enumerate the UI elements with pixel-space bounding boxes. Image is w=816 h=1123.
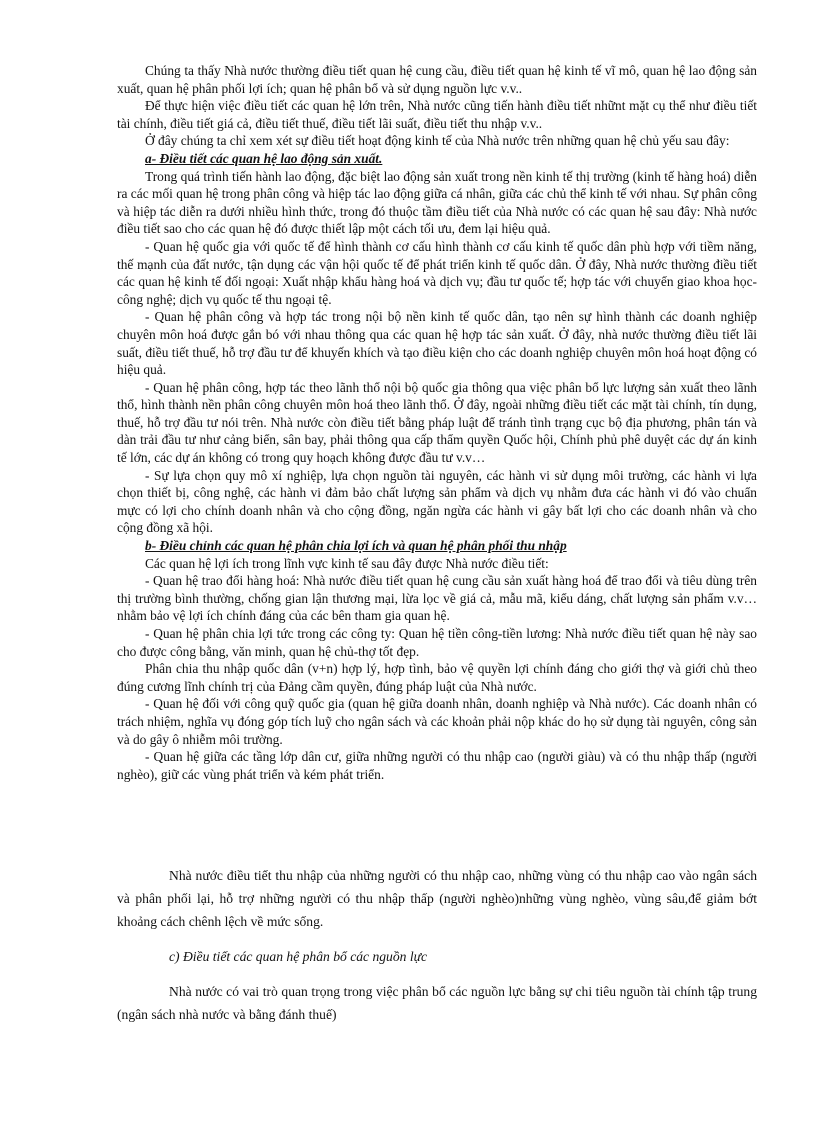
section-a-paragraph: - Quan hệ quốc gia với quốc tế để hình thành cơ cấu hình thành cơ cấu kinh tế quốc dân phù hợp với tiềm năng, thế mạnh của đất nước, tận dụng các vận hội quốc tế để phát triển kinh tế quốc dân. Ở đây, Nhà nước thường điều tiết các quan hệ kinh tế đối ngoại: Xuất nhập khẩu hàng hoá và dịch vụ; đầu tư quốc tế; hợp tác với chuyển giao khoa học-công nghệ; dịch vụ quốc tế thu ngoại tệ. <box>117 238 757 307</box>
section-b-paragraph: Các quan hệ lợi ích trong lĩnh vực kinh tế sau đây được Nhà nước điều tiết: <box>145 555 549 571</box>
section-a-paragraph: Trong quá trình tiến hành lao động, đặc biệt lao động sản xuất trong nền kinh tế thị trường (kinh tế hàng hoá) diễn ra các mối quan hệ trong phân công và hiệp tác lao động giữa cá nhân, giữa các chủ thể kinh tế với nhau. Sự phân công và hiệp tác diễn ra dưới nhiều hình thức, trong đó thuộc tầm điều tiết của Nhà nước có các quan hệ sau đây: Nhà nước điều tiết sao cho các quan hệ đó được thiết lập một cách tối ưu, đem lại hiệu quả. <box>117 168 757 237</box>
section-b-paragraph: - Quan hệ phân chia lợi tức trong các công ty: Quan hệ tiền công-tiền lương: Nhà nước điều tiết quan hệ này sao cho được công bằng, văn minh, quan hệ chủ-thợ tốt đẹp. <box>117 626 757 659</box>
section-a-heading: a- Điều tiết các quan hệ lao động sản xuất. <box>145 150 383 166</box>
intro-paragraph: Chúng ta thấy Nhà nước thường điều tiết quan hệ cung cầu, điều tiết quan hệ kinh tế vĩ mô, quan hệ lao động sản xuất, quan hệ phân phối lợi ích; quan hệ phân bổ và sử dụng nguồn lực v.v.. <box>117 63 757 96</box>
intro-paragraph: Để thực hiện việc điều tiết các quan hệ lớn trên, Nhà nước cũng tiến hành điều tiết nhữnt mặt cụ thể như điều tiết tài chính, điều tiết giá cả, điều tiết thuế, điều tiết lãi suất, điều tiết thu nhập v.v.. <box>117 98 757 131</box>
section-b-paragraph: - Quan hệ giữa các tầng lớp dân cư, giữa những người có thu nhập cao (người giàu) và có thu nhập thấp (người nghèo), giữ các vùng phát triển và kém phát triển. <box>117 749 757 782</box>
section-a-paragraph: - Sự lựa chọn quy mô xí nghiệp, lựa chọn nguồn tài nguyên, các hành vi sử dụng môi trường, các hành vi lựa chọn thiết bị, công nghệ, các hành vi đảm bảo chất lượng sản phẩm và dịch vụ nhằm đưa các hành vi đó vào chuẩn mực có lợi cho chính doanh nhân và cho cộng đồng, ngăn ngừa các hành vi gây bất lợi cho các doanh nhân và cho cộng đồng xã hội. <box>117 467 757 536</box>
section-c-paragraph: Nhà nước có vai trò quan trọng trong việc phân bổ các nguồn lực bằng sự chi tiêu nguồn tài chính tập trung (ngân sách nhà nước và bằng đánh thuế) <box>117 984 757 1022</box>
intro-paragraph: Ở đây chúng ta chỉ xem xét sự điều tiết hoạt động kinh tế của Nhà nước trên những quan hệ chủ yếu sau đây: <box>145 133 730 149</box>
section-c-heading: c) Điều tiết các quan hệ phân bổ các nguồn lực <box>169 949 428 964</box>
section-b-paragraph: - Quan hệ đối với công quỹ quốc gia (quan hệ giữa doanh nhân, doanh nghiệp và Nhà nước). Các doanh nhân có trách nhiệm, nghĩa vụ đóng góp tích luỹ cho ngân sách và các khoản phải nộp khác do họ sử dụng tài nguyên, công sản và do gây ô nhiễm môi trường. <box>117 696 757 747</box>
section-b-heading: b- Điều chỉnh các quan hệ phân chia lợi ích và quan hệ phân phối thu nhập <box>145 538 567 554</box>
section-a-paragraph: - Quan hệ phân công, hợp tác theo lãnh thổ nội bộ quốc gia thông qua việc phân bổ lực lượng sản xuất theo lãnh thổ, hình thành nền phân công chuyên môn hoá theo lãnh thổ. Ở đây, ngoài những điều tiết các mặt tài chính, tín dụng, thuế, hỗ trợ đầu tư nói trên. Nhà nước còn điều tiết bằng pháp luật để tránh tình trạng cục bộ địa phương, phân tán và dàn trải đầu tư như cảng biển, sân bay, phải thông qua cấp thẩm quyền Quốc hội, Chính phủ phê duyệt các dự án kinh tế lớn, các dự án không có trong quy hoạch không được đầu tư v.v… <box>117 379 757 466</box>
section-a-paragraph: - Quan hệ phân công và hợp tác trong nội bộ nền kinh tế quốc dân, tạo nên sự hình thành các doanh nghiệp chuyên môn hoá được gắn bó với nhau thông qua các quan hệ hợp tác sản xuất. Ở đây, nhà nước thường điều tiết lãi suất, điều tiết thuế, hỗ trợ đầu tư để khuyến khích và tạo điều kiện cho các doanh nghiệp chuyên môn hoá hoạt động có hiệu quả. <box>117 309 757 378</box>
section-b-paragraph: Phân chia thu nhập quốc dân (v+n) hợp lý, hợp tình, bảo vệ quyền lợi chính đáng cho giới thợ và giới chủ theo đúng cương lĩnh chính trị của Đảng cầm quyền, đúng pháp luật của Nhà nước. <box>117 661 757 694</box>
section-b-paragraph: - Quan hệ trao đổi hàng hoá: Nhà nước điều tiết quan hệ cung cầu sản xuất hàng hoá để trao đổi và tiêu dùng trên thị trường bình thường, chống gian lận thương mại, lừa lọc về giá cả, mẫu mã, kiểu dáng, chất lượng sản phẩm v.v…nhằm bảo vệ lợi ích chính đáng của các bên tham gia quan hệ. <box>117 573 757 624</box>
lower-text-block <box>117 864 757 1026</box>
redistribution-paragraph: Nhà nước điều tiết thu nhập của những người có thu nhập cao, những vùng có thu nhập cao vào ngân sách và phân phối lại, hỗ trợ những người có thu nhập thấp (người nghèo)những vùng nghèo, vùng sâu,để giảm bớt khoảng cách chênh lệch về mức sống. <box>117 868 757 929</box>
main-text-block <box>117 62 757 783</box>
